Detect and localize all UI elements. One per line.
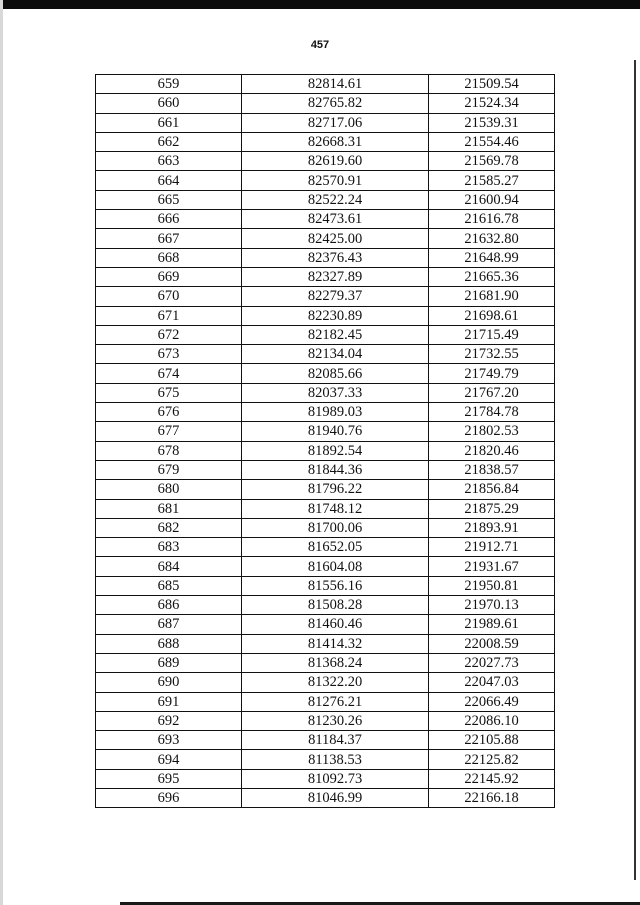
table-row [96, 615, 555, 634]
table-row [96, 75, 555, 94]
cell-value-2: 21912.71 [429, 538, 555, 557]
cell-index: 661 [96, 113, 242, 132]
table-row [96, 499, 555, 518]
cell-value-2: 21989.61 [429, 615, 555, 634]
table-row [96, 788, 555, 807]
cell-value-1: 82619.60 [242, 152, 429, 171]
table-row [96, 769, 555, 788]
table-row [96, 634, 555, 653]
table-row [96, 248, 555, 267]
cell-index: 695 [96, 769, 242, 788]
cell-index: 677 [96, 422, 242, 441]
cell-value-1: 82814.61 [242, 75, 429, 94]
cell-value-1: 81989.03 [242, 403, 429, 422]
cell-value-2: 22166.18 [429, 788, 555, 807]
cell-value-2: 21648.99 [429, 248, 555, 267]
cell-value-2: 21950.81 [429, 576, 555, 595]
cell-value-1: 82522.24 [242, 190, 429, 209]
table-row [96, 287, 555, 306]
cell-value-1: 82279.37 [242, 287, 429, 306]
cell-value-1: 82085.66 [242, 364, 429, 383]
cell-index: 688 [96, 634, 242, 653]
cell-value-2: 21856.84 [429, 480, 555, 499]
table-row [96, 673, 555, 692]
cell-value-1: 82037.33 [242, 383, 429, 402]
table-row [96, 94, 555, 113]
cell-value-2: 21715.49 [429, 325, 555, 344]
cell-index: 683 [96, 538, 242, 557]
cell-value-2: 21820.46 [429, 441, 555, 460]
cell-index: 686 [96, 596, 242, 615]
table-row [96, 422, 555, 441]
cell-value-1: 81230.26 [242, 711, 429, 730]
table-row [96, 538, 555, 557]
cell-index: 671 [96, 306, 242, 325]
cell-value-2: 22027.73 [429, 653, 555, 672]
cell-value-1: 81184.37 [242, 731, 429, 750]
scan-right-edge [634, 60, 636, 880]
cell-index: 659 [96, 75, 242, 94]
cell-index: 685 [96, 576, 242, 595]
table-row [96, 306, 555, 325]
cell-value-2: 21767.20 [429, 383, 555, 402]
cell-value-2: 21970.13 [429, 596, 555, 615]
cell-index: 682 [96, 518, 242, 537]
cell-value-2: 21585.27 [429, 171, 555, 190]
cell-index: 680 [96, 480, 242, 499]
table-row [96, 190, 555, 209]
cell-index: 676 [96, 403, 242, 422]
data-table [95, 74, 555, 808]
cell-value-1: 81940.76 [242, 422, 429, 441]
cell-value-1: 82327.89 [242, 267, 429, 286]
table-row [96, 596, 555, 615]
scan-left-edge [0, 0, 3, 905]
cell-value-2: 21784.78 [429, 403, 555, 422]
cell-value-2: 21802.53 [429, 422, 555, 441]
cell-value-1: 81414.32 [242, 634, 429, 653]
cell-value-1: 81322.20 [242, 673, 429, 692]
table-row [96, 403, 555, 422]
cell-index: 689 [96, 653, 242, 672]
cell-value-2: 22105.88 [429, 731, 555, 750]
cell-index: 662 [96, 132, 242, 151]
cell-value-1: 81460.46 [242, 615, 429, 634]
cell-value-2: 22145.92 [429, 769, 555, 788]
cell-value-2: 22008.59 [429, 634, 555, 653]
cell-value-1: 82376.43 [242, 248, 429, 267]
table-row [96, 653, 555, 672]
cell-index: 691 [96, 692, 242, 711]
cell-value-2: 21838.57 [429, 460, 555, 479]
cell-value-1: 81844.36 [242, 460, 429, 479]
cell-value-2: 21875.29 [429, 499, 555, 518]
table-row [96, 557, 555, 576]
cell-value-2: 21632.80 [429, 229, 555, 248]
cell-index: 660 [96, 94, 242, 113]
cell-value-2: 21931.67 [429, 557, 555, 576]
cell-value-1: 81368.24 [242, 653, 429, 672]
cell-value-1: 81092.73 [242, 769, 429, 788]
cell-index: 670 [96, 287, 242, 306]
cell-index: 666 [96, 210, 242, 229]
cell-value-1: 82182.45 [242, 325, 429, 344]
cell-value-1: 81046.99 [242, 788, 429, 807]
table-row [96, 132, 555, 151]
table-row [96, 267, 555, 286]
cell-value-2: 22047.03 [429, 673, 555, 692]
table-row [96, 364, 555, 383]
cell-value-1: 81276.21 [242, 692, 429, 711]
cell-index: 665 [96, 190, 242, 209]
cell-value-2: 21732.55 [429, 345, 555, 364]
table-row [96, 460, 555, 479]
table-row [96, 210, 555, 229]
cell-index: 693 [96, 731, 242, 750]
table-row [96, 345, 555, 364]
cell-value-1: 82230.89 [242, 306, 429, 325]
cell-value-2: 21600.94 [429, 190, 555, 209]
cell-index: 678 [96, 441, 242, 460]
cell-value-2: 21569.78 [429, 152, 555, 171]
cell-value-1: 82717.06 [242, 113, 429, 132]
cell-index: 675 [96, 383, 242, 402]
cell-value-2: 22086.10 [429, 711, 555, 730]
table-row [96, 171, 555, 190]
cell-index: 687 [96, 615, 242, 634]
table-row [96, 731, 555, 750]
cell-value-2: 21554.46 [429, 132, 555, 151]
table-row [96, 152, 555, 171]
table-row [96, 576, 555, 595]
cell-index: 692 [96, 711, 242, 730]
cell-value-1: 82473.61 [242, 210, 429, 229]
cell-value-2: 21509.54 [429, 75, 555, 94]
cell-index: 672 [96, 325, 242, 344]
cell-index: 690 [96, 673, 242, 692]
cell-value-1: 81604.08 [242, 557, 429, 576]
cell-value-1: 81652.05 [242, 538, 429, 557]
cell-value-2: 21616.78 [429, 210, 555, 229]
cell-value-2: 21539.31 [429, 113, 555, 132]
table-row [96, 325, 555, 344]
cell-index: 664 [96, 171, 242, 190]
table-row [96, 480, 555, 499]
scan-top-border [0, 0, 640, 9]
cell-value-2: 21698.61 [429, 306, 555, 325]
cell-value-1: 81138.53 [242, 750, 429, 769]
cell-index: 674 [96, 364, 242, 383]
cell-index: 684 [96, 557, 242, 576]
cell-index: 663 [96, 152, 242, 171]
cell-value-2: 22066.49 [429, 692, 555, 711]
cell-value-1: 81796.22 [242, 480, 429, 499]
cell-value-1: 82425.00 [242, 229, 429, 248]
cell-value-1: 82668.31 [242, 132, 429, 151]
cell-value-1: 81748.12 [242, 499, 429, 518]
cell-value-2: 21681.90 [429, 287, 555, 306]
cell-value-2: 21524.34 [429, 94, 555, 113]
page-number: 457 [310, 39, 330, 51]
table-row [96, 518, 555, 537]
cell-value-1: 82134.04 [242, 345, 429, 364]
cell-value-1: 82570.91 [242, 171, 429, 190]
table-row [96, 229, 555, 248]
cell-value-1: 81892.54 [242, 441, 429, 460]
cell-value-2: 21893.91 [429, 518, 555, 537]
cell-index: 679 [96, 460, 242, 479]
cell-index: 696 [96, 788, 242, 807]
table-row [96, 441, 555, 460]
table-row [96, 692, 555, 711]
table-row [96, 711, 555, 730]
cell-value-2: 21665.36 [429, 267, 555, 286]
cell-index: 668 [96, 248, 242, 267]
cell-index: 669 [96, 267, 242, 286]
table-body [96, 75, 555, 808]
cell-value-2: 21749.79 [429, 364, 555, 383]
cell-index: 681 [96, 499, 242, 518]
cell-value-1: 81508.28 [242, 596, 429, 615]
table-row [96, 383, 555, 402]
cell-index: 673 [96, 345, 242, 364]
table-row [96, 113, 555, 132]
cell-value-1: 81700.06 [242, 518, 429, 537]
table-row [96, 750, 555, 769]
cell-value-2: 22125.82 [429, 750, 555, 769]
cell-index: 694 [96, 750, 242, 769]
cell-value-1: 81556.16 [242, 576, 429, 595]
cell-index: 667 [96, 229, 242, 248]
cell-value-1: 82765.82 [242, 94, 429, 113]
